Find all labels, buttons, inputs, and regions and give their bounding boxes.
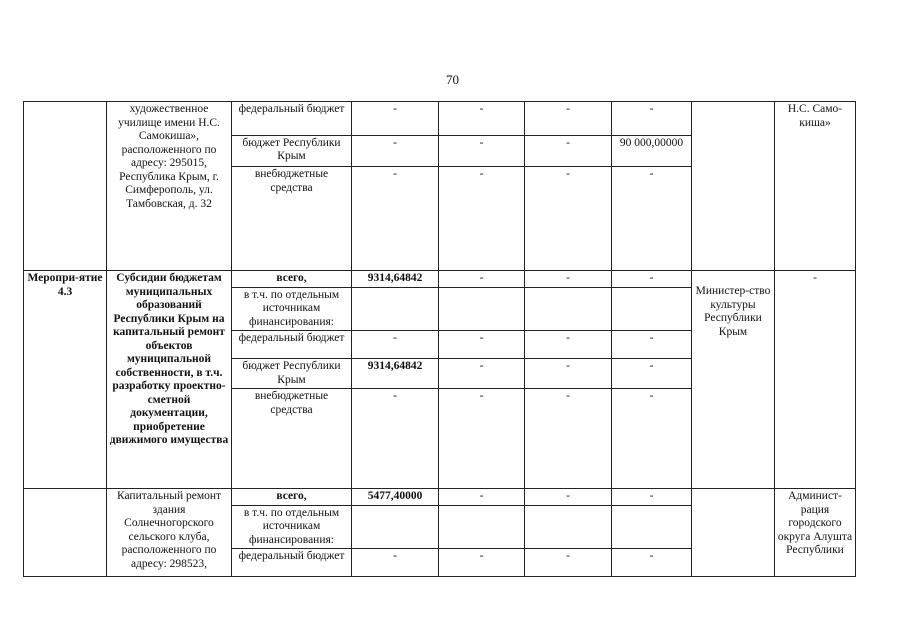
value-cell — [612, 505, 692, 549]
value-cell: - — [525, 135, 612, 167]
value-cell — [525, 287, 612, 331]
value-cell: - — [525, 271, 612, 288]
value-cell: - — [525, 489, 612, 506]
code-cell — [24, 102, 107, 271]
value-cell: - — [352, 331, 439, 359]
funding-source: всего, — [232, 489, 352, 506]
funding-source: внебюджетные средства — [232, 167, 352, 271]
funding-source: федеральный бюджет — [232, 549, 352, 577]
page-number: 70 — [446, 72, 459, 87]
value-cell: - — [439, 331, 525, 359]
responsible-cell: Министер-ство культуры Республики Крым — [692, 271, 775, 489]
value-cell: - — [612, 489, 692, 506]
code-cell — [24, 489, 107, 577]
value-cell: - — [439, 135, 525, 167]
value-cell: - — [612, 102, 692, 136]
value-cell: - — [352, 135, 439, 167]
value-cell — [352, 287, 439, 331]
value-cell: - — [439, 549, 525, 577]
funding-source: федеральный бюджет — [232, 102, 352, 136]
table-row — [24, 271, 856, 288]
funding-source: в т.ч. по отдельным источникам финансирования: — [232, 287, 352, 331]
value-cell: - — [352, 389, 439, 489]
value-cell — [439, 505, 525, 549]
value-cell: - — [525, 102, 612, 136]
value-cell: - — [439, 489, 525, 506]
measure-name: Субсидии бюджетам муниципальных образований Республики Крым на капитальный ремонт объектов муниципальной собственности, в т.ч. разработку проектно-сметной документации, приобретение движимого имущества — [107, 271, 232, 489]
measure-code: Меропри-ятие 4.3 — [24, 271, 107, 489]
value-cell: - — [612, 359, 692, 389]
value-cell: - — [525, 549, 612, 577]
object-name-cell: художественное училище имени Н.С. Самокиша», расположенного по адресу: 295015, Республика Крым, г. Симферополь, ул. Тамбовская, д. 32 — [107, 102, 232, 271]
financing-table — [23, 101, 856, 577]
object-name-cell: Капитальный ремонт здания Солнечногорского сельского клуба, расположенного по адресу: 298523, — [107, 489, 232, 577]
funding-source: в т.ч. по отдельным источникам финансирования: — [232, 505, 352, 549]
table-row — [24, 489, 856, 506]
responsible-cell — [692, 489, 775, 577]
value-cell: - — [439, 102, 525, 136]
value-cell: - — [439, 167, 525, 271]
funding-source: бюджет Республики Крым — [232, 135, 352, 167]
funding-source: федеральный бюджет — [232, 331, 352, 359]
value-cell — [612, 287, 692, 331]
value-cell: - — [439, 359, 525, 389]
value-cell: - — [439, 271, 525, 288]
value-cell — [352, 505, 439, 549]
responsible-cell — [692, 102, 775, 271]
value-cell: - — [525, 167, 612, 271]
executor-cell: - — [775, 271, 856, 489]
value-cell: - — [525, 389, 612, 489]
funding-source: бюджет Республики Крым — [232, 359, 352, 389]
value-cell — [439, 287, 525, 331]
value-cell: - — [352, 102, 439, 136]
value-cell: - — [352, 549, 439, 577]
value-cell: - — [612, 549, 692, 577]
value-cell: - — [525, 359, 612, 389]
value-cell: - — [612, 331, 692, 359]
funding-source: всего, — [232, 271, 352, 288]
value-cell: 9314,64842 — [352, 359, 439, 389]
value-cell: - — [525, 331, 612, 359]
value-cell: 90 000,00000 — [612, 135, 692, 167]
executor-cell: Админист-рация городского округа Алушта Республики — [775, 489, 856, 577]
value-cell: - — [612, 271, 692, 288]
funding-source: внебюджетные средства — [232, 389, 352, 489]
value-cell: - — [612, 167, 692, 271]
table-row — [24, 102, 856, 136]
value-cell: - — [439, 389, 525, 489]
value-cell — [525, 505, 612, 549]
value-cell: 9314,64842 — [352, 271, 439, 288]
executor-cell: Н.С. Само-киша» — [775, 102, 856, 271]
value-cell: 5477,40000 — [352, 489, 439, 506]
value-cell: - — [352, 167, 439, 271]
value-cell: - — [612, 389, 692, 489]
